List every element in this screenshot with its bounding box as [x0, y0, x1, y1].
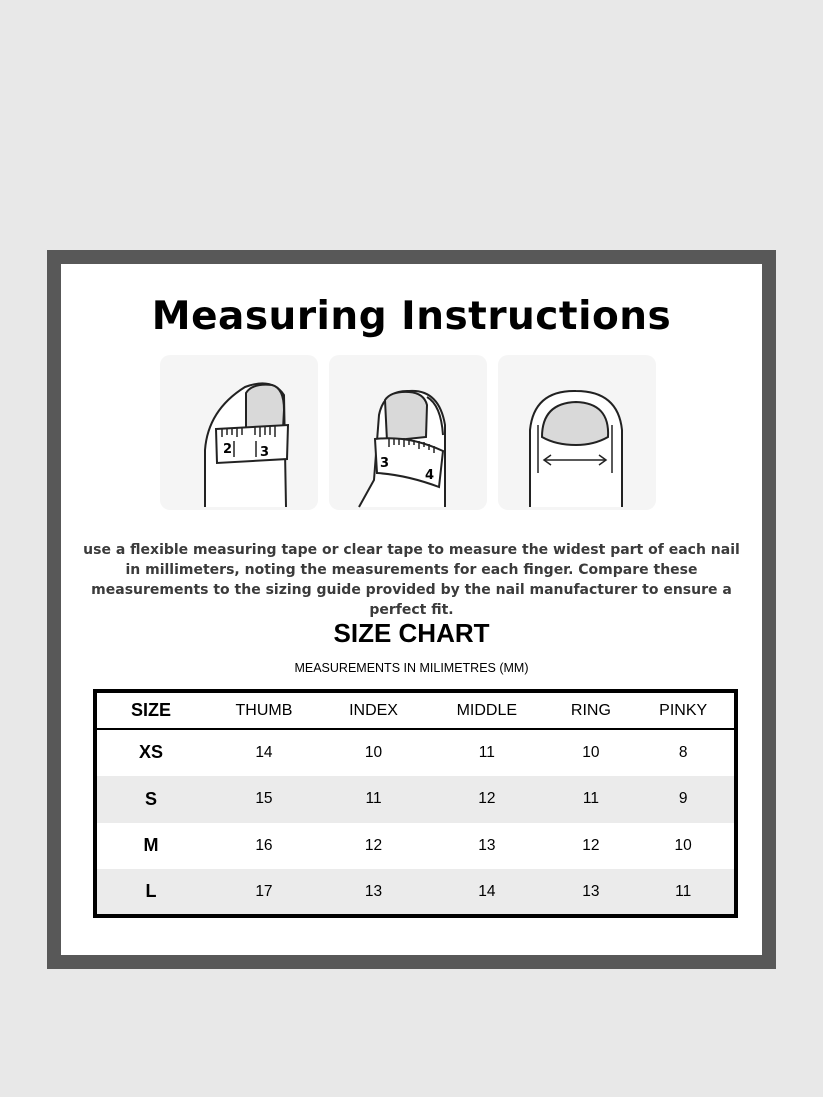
table-cell: 10: [582, 743, 600, 761]
header-thumb: THUMB: [235, 701, 293, 719]
tape-number: 3: [260, 445, 270, 460]
table-cell: 12: [582, 836, 600, 854]
table-cell: 14: [255, 743, 273, 761]
size-label: XS: [138, 742, 163, 763]
tape-number: 3: [380, 456, 390, 471]
table-cell: 13: [582, 882, 600, 900]
table-header-row: [95, 691, 736, 729]
table-row: [95, 869, 736, 916]
table-cell: 12: [478, 790, 496, 808]
table-cell: 11: [675, 882, 692, 900]
illustration-thumb: [160, 355, 318, 510]
table-cell: 16: [255, 836, 273, 854]
header-index: INDEX: [349, 701, 398, 719]
nail-width-arrow-icon: [498, 355, 656, 510]
document-frame: [47, 250, 776, 969]
table-cell: 13: [478, 836, 496, 854]
illustration-angled-finger: [329, 355, 487, 510]
table-row: [95, 776, 736, 823]
table-cell: 10: [674, 836, 692, 854]
finger-angled-tape-icon: [329, 355, 487, 510]
header-pinky: PINKY: [659, 701, 708, 719]
illustration-nail-width: [498, 355, 656, 510]
table-cell: 15: [255, 790, 273, 808]
size-table: [93, 689, 738, 918]
size-chart-subtitle: MEASUREMENTS IN MILIMETRES (MM): [294, 661, 529, 675]
size-label: L: [145, 881, 157, 902]
tape-number: 4: [425, 468, 435, 483]
tape-number: 2: [223, 442, 233, 457]
table-cell: 13: [364, 882, 383, 900]
finger-thumb-tape-icon: [160, 355, 318, 510]
size-label: S: [144, 788, 157, 809]
table-cell: 11: [478, 743, 495, 761]
table-cell: 11: [365, 790, 382, 808]
header-ring: RING: [570, 701, 611, 719]
table-cell: 8: [678, 743, 688, 761]
table-cell: 11: [582, 790, 599, 808]
table-cell: 17: [255, 882, 273, 900]
page-title: Measuring Instructions: [151, 294, 672, 339]
table-cell: 14: [478, 882, 496, 900]
table-cell: 9: [678, 790, 688, 808]
table-row: [95, 729, 736, 776]
header-middle: MIDDLE: [456, 701, 518, 719]
document-card: [61, 264, 762, 955]
illustration-row: [160, 355, 658, 510]
header-size: SIZE: [130, 700, 171, 720]
table-row: [95, 823, 736, 870]
table-cell: 10: [364, 743, 383, 761]
table-cell: 12: [364, 836, 383, 854]
size-label: M: [143, 835, 159, 856]
size-chart-title: SIZE CHART: [333, 618, 490, 648]
instructions-text: use a flexible measuring tape or clear tape to measure the widest part of each nail in millimeters, noting the measurements for each finger. Compare these measurements to the sizing guide provided by the nail manufacturer to ensure a perfect fit.: [83, 542, 740, 618]
